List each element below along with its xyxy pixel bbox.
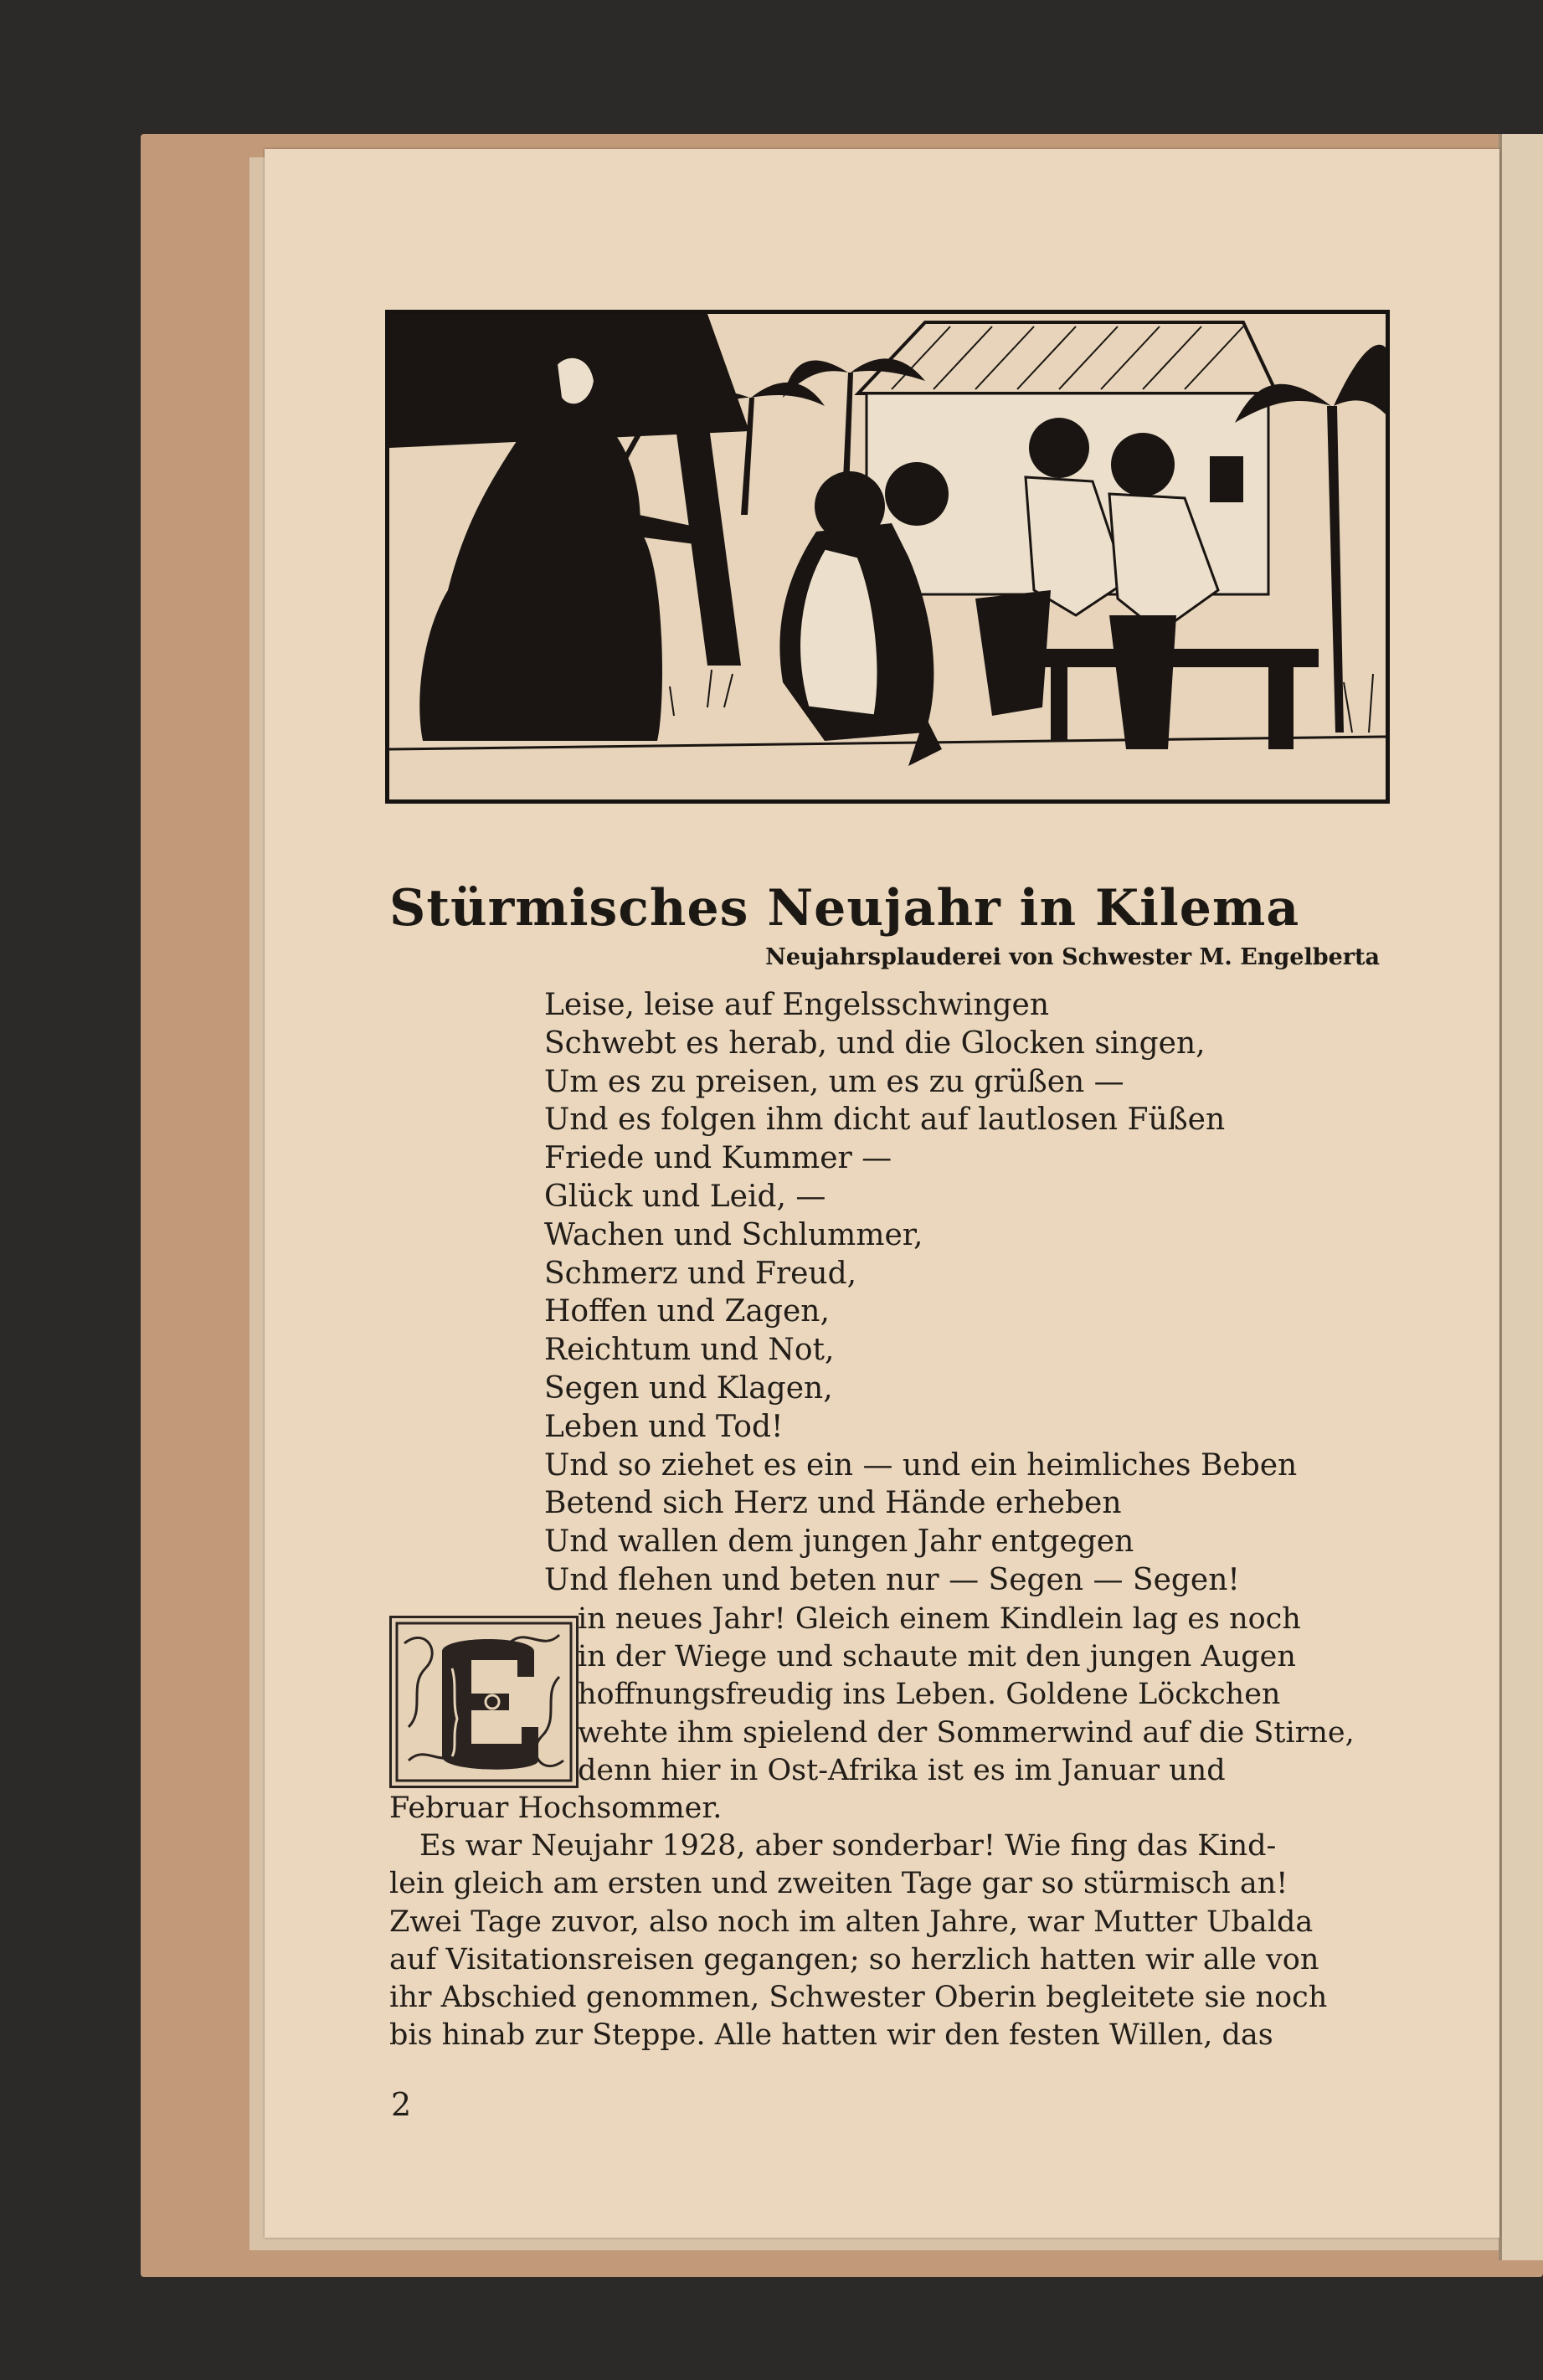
body-line: wehte ihm spielend der Sommerwind auf die Stirne,: [578, 1715, 1355, 1750]
article-byline: Neujahrsplauderei von Schwester M. Engelberta: [765, 944, 1380, 970]
body-line: denn hier in Ost-Afrika ist es im Januar und: [578, 1753, 1226, 1787]
body-line: hoffnungsfreudig ins Leben. Goldene Löckchen: [578, 1678, 1281, 1712]
poem: [544, 986, 1407, 1600]
article-title: Stürmisches Neujahr in Kilema: [389, 879, 1300, 938]
facing-page-edge: [1499, 134, 1543, 2260]
body-line: in neues Jahr! Gleich einem Kindlein lag es noch: [578, 1602, 1301, 1636]
poem-line: Reichtum und Not,: [544, 1333, 835, 1368]
poem-line: Leise, leise auf Engelsschwingen: [544, 988, 1050, 1022]
poem-line: Und flehen und beten nur — Segen — Segen!: [544, 1562, 1240, 1597]
body-line: lein gleich am ersten und zweiten Tage gar so stürmisch an!: [389, 1867, 1288, 1901]
poem-line: Friede und Kummer —: [544, 1141, 892, 1176]
body-line: bis hinab zur Steppe. Alle hatten wir den festen Willen, das: [389, 2018, 1273, 2053]
poem-line: Schwebt es herab, und die Glocken singen,: [544, 1026, 1206, 1061]
poem-line: Glück und Leid, —: [544, 1179, 826, 1214]
page-number: 2: [391, 2086, 412, 2123]
article-body: [389, 1601, 1381, 2054]
poem-line: Um es zu preisen, um es zu grüßen —: [544, 1064, 1124, 1099]
poem-line: Hoffen und Zagen,: [544, 1294, 830, 1329]
poem-line: Und so ziehet es ein — und ein heimliches Beben: [544, 1447, 1298, 1483]
poem-line: Schmerz und Freud,: [544, 1256, 857, 1291]
body-line: Zwei Tage zuvor, also noch im alten Jahre, war Mutter Ubalda: [389, 1905, 1314, 1939]
poem-line: Wachen und Schlummer,: [544, 1217, 923, 1252]
woodcut-drawing: [389, 314, 1386, 799]
poem-line: Und wallen dem jungen Jahr entgegen: [544, 1524, 1134, 1560]
body-line: auf Visitationsreisen gegangen; so herzlich hatten wir alle von: [389, 1942, 1319, 1976]
body-line: in der Wiege und schaute mit den jungen Augen: [578, 1640, 1296, 1674]
body-line: Februar Hochsommer.: [389, 1791, 723, 1825]
mission-woodcut-illustration: [385, 310, 1390, 804]
body-line: ihr Abschied genommen, Schwester Oberin begleitete sie noch: [389, 1980, 1328, 2014]
poem-line: Betend sich Herz und Hände erheben: [544, 1486, 1122, 1521]
poem-line: Segen und Klagen,: [544, 1370, 833, 1406]
poem-line: Leben und Tod!: [544, 1409, 784, 1444]
poem-line: Und es folgen ihm dicht auf lautlosen Füßen: [544, 1103, 1226, 1138]
body-line: Es war Neujahr 1928, aber sonderbar! Wie fing das Kind-: [419, 1829, 1277, 1863]
